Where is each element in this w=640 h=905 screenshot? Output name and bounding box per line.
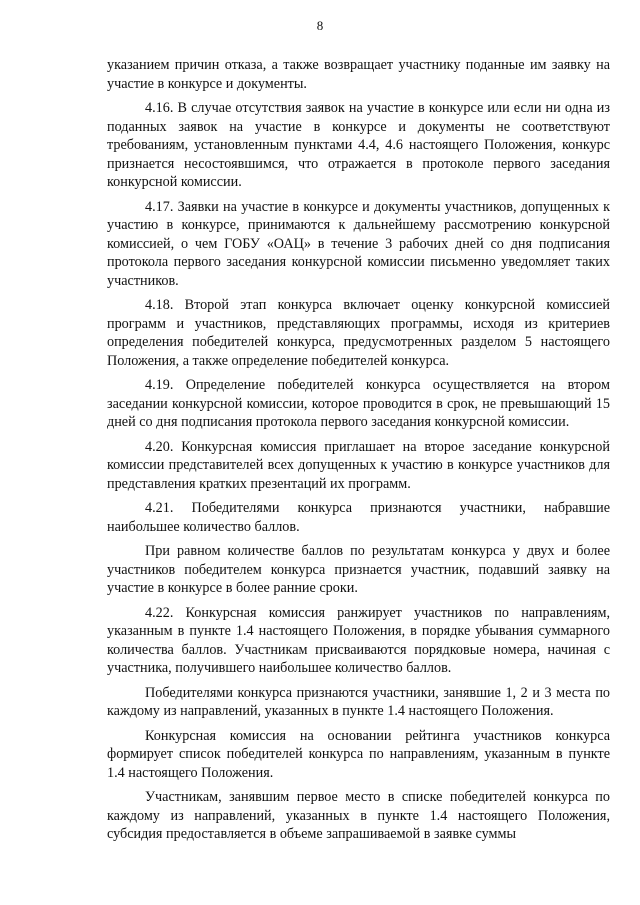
paragraph-4-18: 4.18. Второй этап конкурса включает оценку конкурсной комиссией программ и участников, представляющих программы, исходя из критериев определения победителей конкурса, предусмотренных разделом 5 настоящего Положения, а также определение победителей конкурса. bbox=[107, 297, 610, 369]
paragraph-subsidy: Участникам, занявшим первое место в списке победителей конкурса по каждому из направлений, указанных в пункте 1.4 настоящего Положения, субсидия предоставляется в объеме запрашиваемой в заявке суммы bbox=[107, 789, 610, 842]
paragraph-4-19: 4.19. Определение победителей конкурса осуществляется на втором заседании конкурсной комиссии, которое проводится в срок, не превышающий 15 дней со дня подписания протокола первого заседания конкурсной комиссии. bbox=[107, 377, 610, 430]
paragraph-4-17: 4.17. Заявки на участие в конкурсе и документы участников, допущенных к участию в конкурсе, принимаются к дальнейшему рассмотрению конкурсной комиссией, о чем ГОБУ «ОАЦ» в течение 3 рабочих дней со дня подписания протокола первого заседания конкурсной комиссии письменно уведомляет таких участников. bbox=[107, 198, 610, 289]
paragraph-4-20: 4.20. Конкурсная комиссия приглашает на второе заседание конкурсной комиссии представителей всех допущенных к участию в конкурсе участников для представления кратких презентаций их программ. bbox=[107, 438, 610, 492]
paragraph-4-22: 4.22. Конкурсная комиссия ранжирует участников по направлениям, указанным в пункте 1.4 настоящего Положения, в порядке убывания суммарного количества баллов. Участникам присваиваются порядковые номера, начиная с участника, получившего наибольшее количество баллов. bbox=[107, 604, 610, 676]
paragraph-winners: Победителями конкурса признаются участники, занявшие 1, 2 и 3 места по каждому из направлений, указанных в пункте 1.4 настоящего Положения. bbox=[107, 684, 610, 719]
paragraph-4-16: 4.16. В случае отсутствия заявок на участие в конкурсе или если ни одна из поданных заявок на участие в конкурсе и документы не соответствуют требованиям, установленным пунктами 4.4, 4.6 настоящего Положения, конкурс признается несостоявшимся, что отражается в протоколе первого заседания конкурсной комиссии. bbox=[107, 100, 610, 190]
document-body bbox=[107, 56, 610, 850]
page-number: 8 bbox=[316, 18, 324, 33]
paragraph-winners-list: Конкурсная комиссия на основании рейтинга участников конкурса формирует список победителей конкурса по направлениям, указанным в пункте 1.4 настоящего Положения. bbox=[107, 727, 610, 781]
paragraph-4-21: 4.21. Победителями конкурса признаются участники, набравшие наибольшее количество баллов. bbox=[107, 500, 610, 535]
paragraph-tie-rule: При равном количестве баллов по результатам конкурса у двух и более участников победителем конкурса признается участник, подавший заявку на участие в конкурсе в более ранние сроки. bbox=[107, 543, 610, 596]
paragraph-continuation: указанием причин отказа, а также возвращает участнику поданные им заявку на участие в конкурсе и документы. bbox=[107, 57, 610, 92]
